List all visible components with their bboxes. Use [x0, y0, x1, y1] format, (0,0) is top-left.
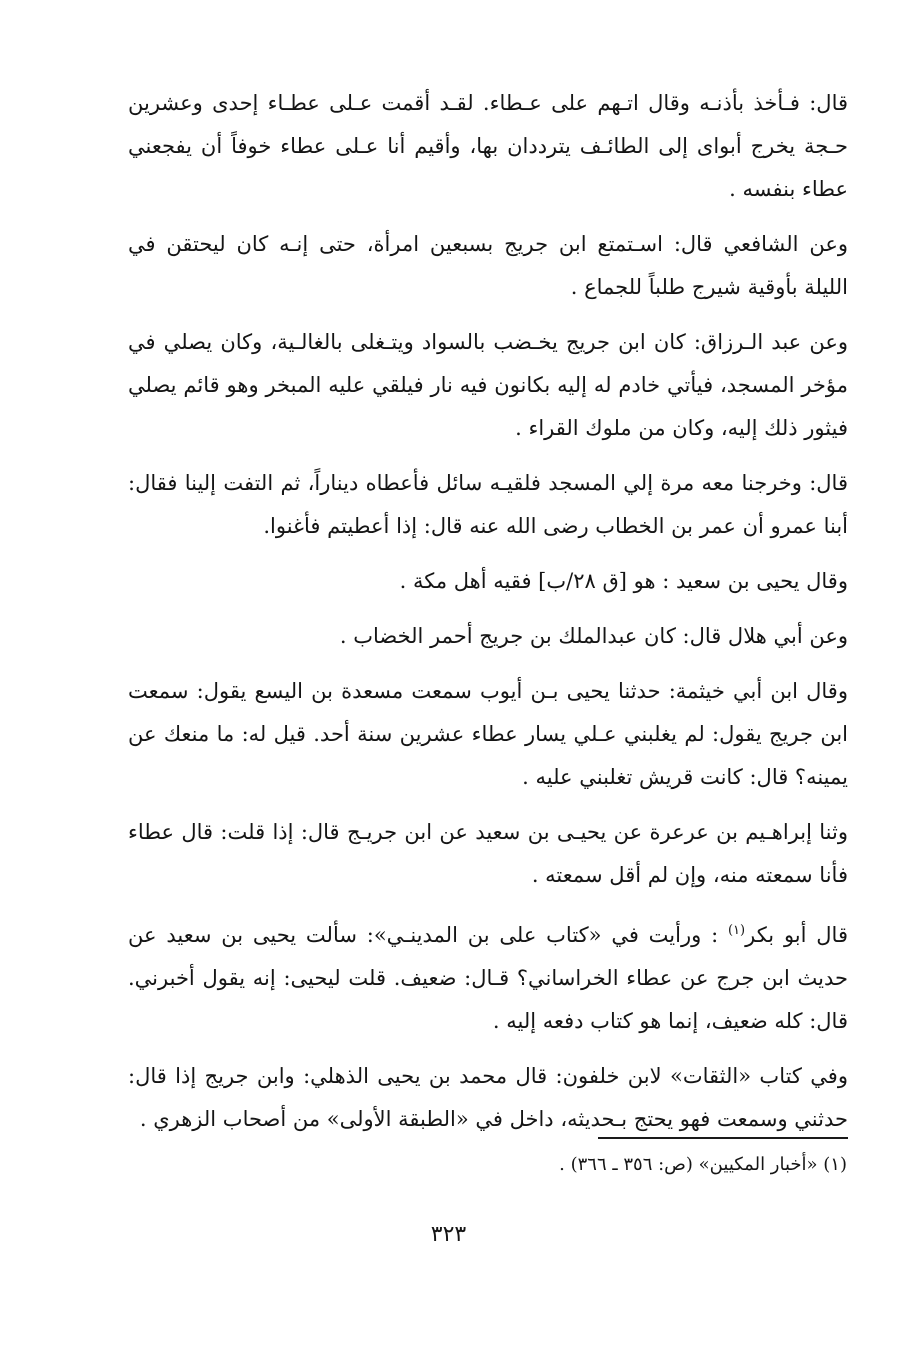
paragraph-3: وعن عبد الـرزاق: كان ابن جريج يخـضب بالسواد ويتـغلى بالغالـية، وكان يصلي في مؤخر المسجد، فيأتي خادم له إليه بكانون فيه نار فيلقي عليه المبخر وهو قائم يصلي فيثور ذلك إليه، وكان من ملوك القراء .: [128, 330, 848, 440]
page-number: ٣٢٣: [430, 1222, 467, 1247]
paragraph-9-lead: قال أبو بكر: [745, 923, 848, 947]
paragraph-7: وقال ابن أبي خيثمة: حدثنا يحيى بـن أيوب سمعت مسعدة بن اليسع يقول: سمعت ابن جريج يقول: لم يغلبني عـلي يسار عطاء عشرين سنة أحد. قيل له: ما منعك عن يمينه؟ قال: كانت قريش تغلبني عليه .: [128, 679, 848, 789]
paragraph-5: وقال يحيى بن سعيد : هو [ق ٢٨/ب] فقيه أهل مكة .: [399, 569, 848, 593]
footnote: (١) «أخبار المكيين» (ص: ٣٥٦ ـ ٣٦٦) .: [559, 1154, 847, 1175]
paragraph-1: قال: فـأخذ بأذنـه وقال اتـهم على عـطاء. لقـد أقمت عـلى عطـاء إحدى وعشرين حـجة يخرج أبواى إلى الطائـف يترددان بها، وأقيم أنا عـلى عطاء خوفاً أن يفجعني عطاء بنفسه .: [128, 91, 848, 201]
paragraph-6: وعن أبي هلال قال: كان عبدالملك بن جريج أحمر الخضاب .: [339, 624, 848, 648]
footnote-marker: (١): [727, 923, 746, 938]
footnote-separator: [598, 1137, 848, 1139]
paragraph-10: وفي كتاب «الثقات» لابن خلفون: قال محمد بن يحيى الذهلي: وابن جريج إذا قال: حدثني وسمعت فهو يحتج بـحديثه، داخل في «الطبقة الأولى» من أصحاب الزهري .: [128, 1064, 848, 1131]
paragraph-9-body: : ورأيت في «كتاب على بن المدينـي»: سألت يحيى بن سعيد عن حديث ابن جرج عن عطاء الخراساني؟ قـال: ضعيف. قلت ليحيى: إنه يقول أخبرني. قال: كله ضعيف، إنما هو كتاب دفعه إليه .: [128, 923, 848, 1033]
paragraph-2: وعن الشافعي قال: اسـتمتع ابن جريج بسبعين امرأة، حتى إنـه كان ليحتقن في الليلة بأوقية شيرج طلباً للجماع .: [128, 232, 848, 299]
paragraph-8: وثنا إبراهـيم بن عرعرة عن يحيـى بن سعيد عن ابن جريـج قال: إذا قلت: قال عطاء فأنا سمعته منه، وإن لم أقل سمعته .: [128, 820, 848, 887]
main-text: [128, 82, 848, 1153]
paragraph-4: قال: وخرجنا معه مرة إلي المسجد فلقيـه سائل فأعطاه ديناراً، ثم التفت إلينا فقال: أبنا عمرو أن عمر بن الخطاب رضى الله عنه قال: إذا أعطيتم فأغنوا.: [128, 471, 848, 538]
paragraph-9: [128, 909, 848, 1043]
